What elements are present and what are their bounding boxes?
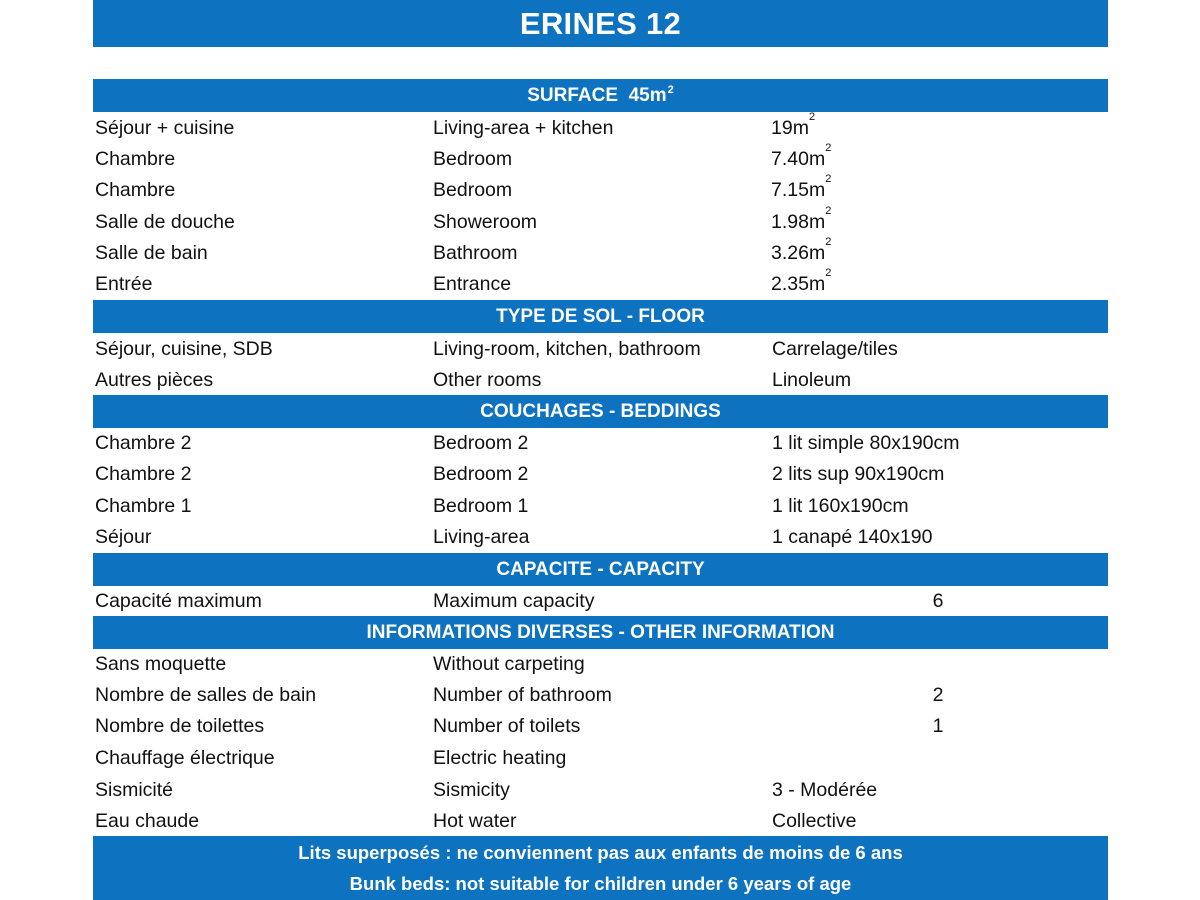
table-row (93, 204, 1108, 238)
cell-en: Hot water (433, 810, 517, 832)
cell-number: 2 (932, 684, 944, 706)
cell-en: Bedroom 2 (433, 463, 529, 485)
section-header-capacity: CAPACITE - CAPACITY (93, 553, 1108, 586)
table-row (93, 141, 1108, 175)
cell-value (771, 266, 832, 296)
cell-value: 1 lit simple 80x190cm (772, 432, 960, 454)
cell-number: 1 (932, 715, 944, 737)
cell-en: Bedroom (433, 148, 513, 170)
cell-en: Living-area + kitchen (433, 117, 614, 139)
cell-fr: Nombre de salles de bain (95, 684, 317, 706)
cell-value: 1 canapé 140x190 (772, 526, 933, 548)
section-header-floor: TYPE DE SOL - FLOOR (93, 300, 1108, 333)
cell-fr: Eau chaude (95, 810, 200, 832)
warning-line-fr: Lits superposés : ne conviennent pas aux enfants de moins de 6 ans (298, 842, 903, 863)
cell-fr: Nombre de toilettes (95, 715, 265, 737)
table-row (93, 743, 1108, 774)
cell-value: 2 lits sup 90x190cm (772, 463, 945, 485)
cell-value (771, 204, 832, 234)
value-text: 7.15m (771, 179, 826, 201)
table-row (93, 522, 1108, 553)
table-row (93, 711, 1108, 742)
cell-value (771, 235, 832, 265)
table-row (93, 428, 1108, 459)
cell-fr: Chambre 2 (95, 463, 192, 485)
cell-en: Number of bathroom (433, 684, 612, 706)
table-row (93, 491, 1108, 522)
value-sup: 2 (825, 235, 832, 248)
cell-en: Living-area (433, 526, 530, 548)
cell-value: Carrelage/tiles (772, 338, 898, 360)
table-row (93, 459, 1108, 490)
value-sup: 2 (825, 204, 832, 217)
cell-fr: Chambre (95, 179, 176, 201)
value-sup: 2 (825, 266, 832, 279)
table-row (93, 775, 1108, 806)
cell-value: Linoleum (772, 369, 852, 391)
section-header-label: SURFACE 45m (527, 84, 667, 106)
table-row (93, 266, 1108, 300)
cell-value: 1 lit 160x190cm (772, 495, 909, 517)
cell-fr: Sismicité (95, 779, 174, 801)
page-title: ERINES 12 (93, 0, 1108, 47)
cell-en: Living-room, kitchen, bathroom (433, 338, 701, 360)
cell-fr: Séjour (95, 526, 152, 548)
cell-value (771, 172, 832, 202)
value-text: 1.98m (771, 211, 826, 233)
table-row (93, 649, 1108, 680)
section-header-sup: 2 (667, 83, 674, 96)
bunk-bed-warning (93, 836, 1108, 900)
cell-fr: Séjour + cuisine (95, 117, 235, 139)
cell-en: Showeroom (433, 211, 538, 233)
value-text: 7.40m (771, 148, 826, 170)
cell-value: Collective (772, 810, 857, 832)
cell-en: Bedroom 1 (433, 495, 529, 517)
table-row (93, 110, 1108, 144)
cell-fr: Capacité maximum (95, 590, 262, 612)
table-row (93, 806, 1108, 837)
cell-en: Sismicity (433, 779, 510, 801)
cell-fr: Entrée (95, 273, 153, 295)
cell-value: 3 - Modérée (772, 779, 878, 801)
cell-fr: Salle de douche (95, 211, 235, 233)
table-row (93, 365, 1108, 396)
value-sup: 2 (808, 110, 816, 123)
cell-value (771, 141, 832, 171)
cell-value (771, 110, 816, 140)
cell-fr: Chambre 1 (95, 495, 192, 517)
cell-fr: Chambre 2 (95, 432, 192, 454)
warning-line-en: Bunk beds: not suitable for children under 6 years of age (349, 873, 852, 894)
cell-fr: Sans moquette (95, 653, 227, 675)
cell-en: Number of toilets (433, 715, 581, 737)
cell-en: Without carpeting (433, 653, 585, 675)
cell-en: Bathroom (433, 242, 518, 264)
section-header-other: INFORMATIONS DIVERSES - OTHER INFORMATION (93, 616, 1108, 649)
table-row (93, 172, 1108, 206)
cell-fr: Séjour, cuisine, SDB (95, 338, 273, 360)
cell-en: Entrance (433, 273, 512, 295)
table-row (93, 680, 1108, 711)
cell-fr: Autres pièces (95, 369, 214, 391)
cell-number: 6 (932, 590, 944, 612)
table-row (93, 586, 1108, 617)
value-text: 2.35m (771, 273, 826, 295)
table-row (93, 235, 1108, 269)
section-header-beddings: COUCHAGES - BEDDINGS (93, 395, 1108, 428)
cell-fr: Chauffage électrique (95, 747, 275, 769)
value-sup: 2 (825, 172, 832, 185)
cell-en: Maximum capacity (433, 590, 595, 612)
value-text: 3.26m (771, 242, 826, 264)
cell-fr: Chambre (95, 148, 176, 170)
table-row (93, 334, 1108, 365)
value-sup: 2 (825, 141, 832, 154)
cell-fr: Salle de bain (95, 242, 208, 264)
cell-en: Electric heating (433, 747, 567, 769)
section-header-surface (93, 79, 1108, 112)
cell-en: Bedroom 2 (433, 432, 529, 454)
value-text: 19m (771, 117, 809, 139)
cell-en: Bedroom (433, 179, 513, 201)
cell-en: Other rooms (433, 369, 542, 391)
